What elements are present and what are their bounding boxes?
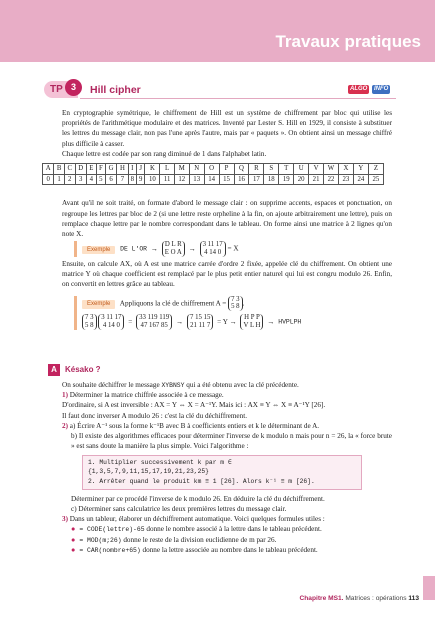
arrow-icon: →	[175, 317, 184, 326]
bullet-icon: ●	[71, 525, 76, 534]
question-3: 3) Dans un tableur, élaborer un déchiffrement automatique. Voici quelques formules utiles :	[62, 515, 325, 524]
reduced-matrix	[187, 314, 213, 330]
section-header	[48, 364, 388, 377]
alphabet-code: 20	[294, 174, 309, 185]
matrix-row: 5 8	[85, 321, 94, 329]
matrix-row: 33 119 119	[139, 314, 170, 322]
alphabet-letter: R	[249, 164, 264, 175]
letters-matrix	[162, 241, 185, 257]
algorithm-step-2: 2. Arrêter quand le produit km ≡ 1 [26]. Alors k⁻¹ ≡ m [26].	[88, 478, 315, 486]
alphabet-letter: Q	[234, 164, 249, 175]
product-matrix	[136, 314, 172, 330]
question-2b: b) Il existe des algorithmes efficaces pour déterminer l'inverse de k modulo n mais pour n = 26, la « force brute » est sans doute la manière la plus simple. Voici l'algorithme :	[71, 432, 392, 451]
matrix-row: 4 14 0	[204, 249, 222, 257]
matrix-row: 4 14 0	[102, 321, 120, 329]
alphabet-codes-row	[43, 174, 384, 185]
alphabet-code: 5	[96, 174, 105, 185]
alphabet-code: 16	[234, 174, 249, 185]
matrix-row: 5 8	[231, 303, 240, 311]
tp-number: 3	[65, 79, 82, 96]
alphabet-letter: W	[324, 164, 339, 175]
alphabet-letter: J	[137, 164, 145, 175]
intro-paragraph: En cryptographie symétrique, le chiffrement de Hill est un système de chiffrement par bloc qui utilise les propriétés de l'arithmétique modulaire et des matrices. Inventé par Lester S. Hill en 1929, il consiste à substituer les lettres du message clair, non pas l'une après l'autre, mais par « paquets ». On obtient ainsi un message chiffré plus difficile à casser.	[62, 109, 392, 148]
alphabet-letter: G	[105, 164, 116, 175]
matrix-row: D L R	[164, 241, 182, 249]
x-matrix	[98, 314, 124, 330]
algorithm-box	[82, 455, 362, 490]
example-1	[62, 241, 392, 257]
example-bar	[74, 296, 77, 330]
section-title: Késako ?	[65, 365, 101, 374]
alphabet-code: 7	[117, 174, 128, 185]
alphabet-table	[42, 163, 384, 185]
method-paragraph: Avant qu'il ne soit traité, on formate d'abord le message clair : on supprime accents, espaces et ponctuation, on regroupe les lettres par bloc de 2 (si une lettre reste orpheline à la fin, on ajoute arbitrairement une lettre), puis on remplace chaque lettre par le nombre correspondant dans le tableau. On forme ainsi une matrice à 2 lignes qu'on note X.	[62, 199, 392, 239]
alphabet-letter: V	[309, 164, 324, 175]
arrow-icon: →	[150, 244, 158, 253]
alphabet-letter: X	[338, 164, 353, 175]
alphabet-letter: E	[86, 164, 96, 175]
footer-text: Matrices : opérations	[345, 595, 407, 602]
page-footer	[300, 594, 420, 603]
example-label: Exemple	[82, 300, 115, 309]
alphabet-code: 6	[105, 174, 116, 185]
bullet-icon: ●	[71, 545, 76, 554]
page-number: 113	[408, 595, 419, 602]
alphabet-letter: N	[189, 164, 204, 175]
matrix-row: V L H	[243, 321, 261, 329]
alphabet-letter: P	[219, 164, 234, 175]
alphabet-letter: A	[43, 164, 54, 175]
matrix-row: 7 3	[85, 314, 94, 322]
coding-rule: Chaque lettre est codée par son rang diminué de 1 dans l'alphabet latin.	[62, 149, 267, 158]
matrix-row: H P P	[244, 314, 260, 322]
alphabet-letter: Y	[353, 164, 368, 175]
matrix-row: 3 11 17	[202, 241, 223, 249]
footer-chapter: Chapitre MS1.	[299, 595, 344, 602]
tp-rule	[80, 98, 396, 99]
key-matrix	[82, 314, 97, 330]
key-matrix	[228, 296, 243, 312]
tp-badge: TP	[44, 81, 78, 98]
alphabet-code: 17	[249, 174, 264, 185]
question-1: 1) Déterminer la matrice chiffrée associée à ce message.	[62, 391, 224, 400]
alphabet-code: 14	[204, 174, 219, 185]
formula-mod: ● = MOD(m;26) donne le reste de la division euclidienne de m par 26.	[71, 535, 277, 544]
matrix-row: 7 15 15	[189, 314, 211, 322]
matrix-row: 3 11 17	[101, 314, 122, 322]
algorithm-step-1: 1. Multiplier successivement k par m ∈ {1,3,5,7,9,11,15,17,19,21,23,25}	[88, 458, 232, 476]
alphabet-code: 25	[368, 174, 383, 185]
matrix-x-label: = X	[227, 244, 239, 253]
matrix-row: E O A	[164, 249, 182, 257]
bullet-icon: ●	[71, 535, 76, 544]
alphabet-letter: M	[174, 164, 189, 175]
matrix-row: 47 167 85	[140, 321, 168, 329]
kesako-content	[62, 380, 392, 555]
alphabet-code: 8	[128, 174, 136, 185]
matrix-row: 7 3	[231, 295, 240, 303]
alphabet-letter: S	[264, 164, 279, 175]
footer-tab	[423, 576, 435, 600]
alphabet-code: 3	[75, 174, 86, 185]
alphabet-letter: F	[96, 164, 105, 175]
alphabet-letter: Z	[368, 164, 383, 175]
q2b-task: Déterminer par ce procédé l'inverse de k modulo 26. En déduire la clé du déchiffrement.	[71, 494, 325, 503]
header-banner	[0, 0, 435, 62]
algo-tag: ALGO	[350, 86, 368, 92]
formula-car: ● = CAR(nombre+65) donne la lettre associée au nombre dans le tableau précédent.	[71, 545, 318, 554]
alphabet-code: 18	[264, 174, 279, 185]
alphabet-code: 12	[174, 174, 189, 185]
q1-explanation: D'ordinaire, si A est inversible : AX = Y ⇔ X = A⁻¹Y. Mais ici : AX ≡ Y ⇔ X ≡ A⁻¹Y [26].	[62, 401, 326, 410]
example-2: Exemple Appliquons la clé de chiffrement A = 7 3 5 8 . 7 3 5 8 3 11 17 4 14 0 = 33 119 119 47 167 85 → 7 15 15 21 11 7 = Y → H P P V L H → HVPLPH	[62, 296, 392, 330]
matrix-row: 21 11 7	[190, 321, 211, 329]
alphabet-letter: C	[64, 164, 75, 175]
example-label: Exemple	[82, 246, 115, 255]
alphabet-code: 22	[324, 174, 339, 185]
alphabet-code: 19	[279, 174, 294, 185]
numbers-matrix	[200, 241, 226, 257]
arrow-icon: →	[267, 317, 275, 326]
alphabet-code: 15	[219, 174, 234, 185]
info-tag: INFO	[374, 86, 389, 92]
alphabet-code: 9	[137, 174, 145, 185]
section-letter: A	[48, 364, 60, 376]
alphabet-code: 23	[338, 174, 353, 185]
alphabet-letter: L	[160, 164, 174, 175]
alphabet-code: 10	[145, 174, 160, 185]
alphabet-code: 13	[189, 174, 204, 185]
banner-title: Travaux pratiques	[275, 32, 421, 51]
alphabet-code: 24	[353, 174, 368, 185]
alphabet-code: 1	[54, 174, 65, 185]
alphabet-letter: I	[128, 164, 136, 175]
alphabet-letter: K	[145, 164, 160, 175]
alphabet-letter: H	[117, 164, 128, 175]
arrow-icon: →	[188, 244, 196, 253]
cipher-letters-matrix	[240, 314, 263, 330]
question-2c: c) Déterminer sans calculatrice les deux premières lettres du message clair.	[71, 505, 287, 513]
example-key-text: Appliquons la clé de chiffrement A =	[119, 299, 227, 307]
tp-title: Hill cipher	[90, 84, 141, 96]
cipher-result: HVPLPH	[278, 318, 302, 326]
alphabet-letter: D	[75, 164, 86, 175]
alphabet-code: 21	[309, 174, 324, 185]
question-2a: 2) a) Écrire A⁻¹ sous la forme k⁻¹B avec B à coefficients entiers et k le déterminant de A.	[62, 421, 320, 430]
kesako-intro: On souhaite déchiffrer le message XYBNSY qui a été obtenu avec la clé précédente.	[62, 381, 299, 389]
q1-conclusion: Il faut donc inverser A modulo 26 : c'est la clé du déchiffrement.	[62, 411, 247, 420]
alphabet-letter: O	[204, 164, 219, 175]
alphabet-letters-row	[43, 164, 384, 175]
alphabet-code: 0	[43, 174, 54, 185]
alphabet-code: 2	[64, 174, 75, 185]
alphabet-letter: T	[279, 164, 294, 175]
example-message: DE L'OR	[120, 245, 147, 253]
intro-content	[45, 108, 392, 332]
tp-header	[44, 78, 396, 100]
method-paragraph-2: Ensuite, on calcule AX, où A est une matrice carrée d'ordre 2 fixée, appelée clé du chiffrement. On obtient une matrice Y où chaque coefficient est remplacé par le plus petit entier naturel qui lui est congru modulo 26. Enfin, on convertit en lettres grâce au tableau.	[62, 259, 392, 289]
alphabet-code: 11	[160, 174, 174, 185]
formula-code: ● = CODE(lettre)-65 donne le nombre associé à la lettre dans le tableau précédent.	[71, 525, 322, 534]
alphabet-letter: U	[294, 164, 309, 175]
alphabet-letter: B	[54, 164, 65, 175]
example-bar	[74, 241, 77, 257]
alphabet-code: 4	[86, 174, 96, 185]
